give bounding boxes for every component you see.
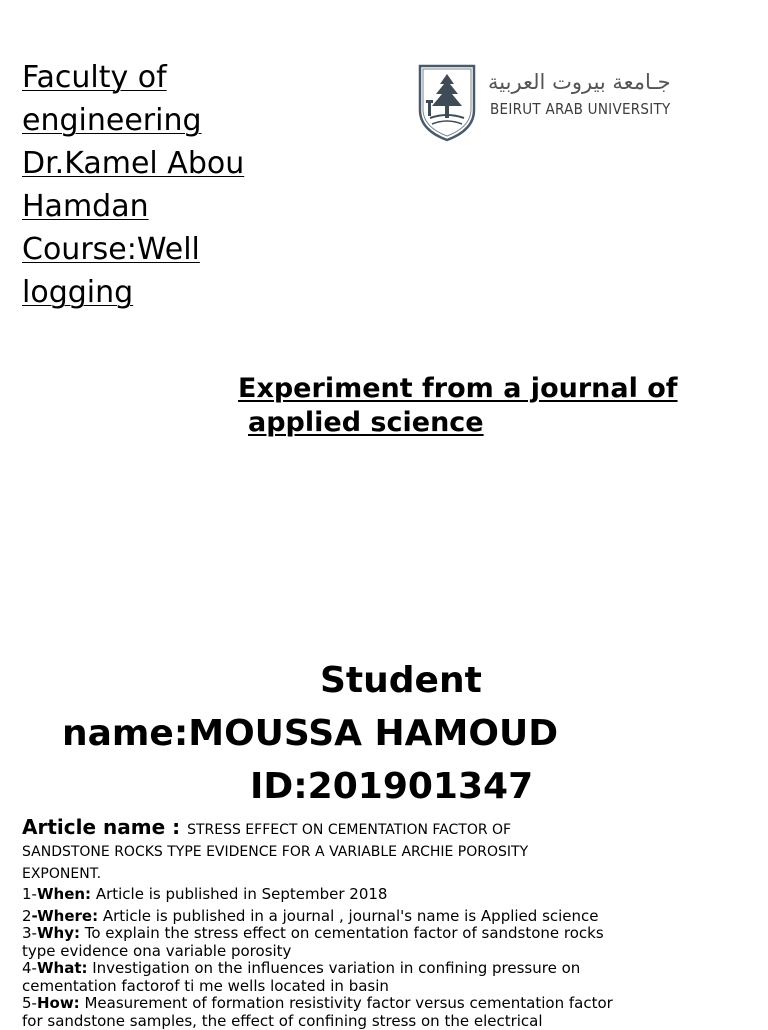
item-when-key: When:	[36, 885, 92, 903]
header-line-instructor: Dr.Kamel Abou	[22, 146, 245, 181]
article-name-line	[22, 816, 622, 841]
item-when	[22, 886, 622, 904]
item-why-num: 3-	[22, 924, 37, 942]
article-title-part2: SANDSTONE ROCKS TYPE EVIDENCE FOR A VARIABLE ARCHIE POROSITY	[22, 844, 529, 860]
logo-latin-text: BEIRUT ARAB UNIVERSITY	[490, 100, 671, 118]
item-where	[22, 908, 622, 926]
header-line-course-name: logging	[22, 275, 134, 310]
student-id: ID:201901347	[250, 766, 534, 807]
experiment-title	[238, 372, 738, 440]
item-when-num: 1-	[22, 885, 37, 903]
item-how	[22, 995, 622, 1030]
item-when-text: Article is published in September 2018	[91, 885, 388, 903]
item-how-key: How:	[36, 994, 80, 1012]
header-line-course: Course:Well	[22, 232, 200, 267]
item-what-num: 4-	[22, 959, 37, 977]
item-where-text: Article is published in a journal , journal's name is Applied science	[98, 906, 599, 925]
header-line-instructor-surname: Hamdan	[22, 189, 149, 224]
item-how-num: 5-	[22, 994, 37, 1012]
article-details	[22, 816, 622, 1030]
item-what	[22, 960, 622, 995]
header-info	[22, 56, 322, 314]
article-title-part3: EXPONENT.	[22, 866, 102, 882]
header-line-faculty: Faculty of	[22, 60, 167, 95]
item-why	[22, 925, 622, 960]
logo-arabic-text: جـامعة بيروت العربية	[488, 70, 671, 94]
item-where-num: 2	[22, 906, 32, 925]
student-name: name:MOUSSA HAMOUD	[62, 713, 559, 754]
item-what-text: Investigation on the influences variation in confining pressure on cementation factorof ti me wells located in basin	[22, 959, 581, 995]
item-how-text: Measurement of formation resistivity factor versus cementation factor for sandstone samples, the effect of confining stress on the electrical	[22, 994, 613, 1030]
student-label: Student	[320, 660, 482, 701]
header-line-engineering: engineering	[22, 103, 202, 138]
cedar-shield-icon	[416, 62, 478, 142]
item-what-key: What:	[36, 959, 88, 977]
experiment-title-line2: applied science	[248, 407, 484, 438]
item-why-text: To explain the stress effect on cementation factor of sandstone rocks type evidence ona variable porosity	[22, 924, 604, 960]
item-where-key: -Where:	[31, 906, 99, 925]
article-name-label: Article name :	[22, 815, 188, 839]
article-title-part1: STRESS EFFECT ON CEMENTATION FACTOR OF	[187, 822, 512, 838]
item-why-key: Why:	[36, 924, 80, 942]
university-logo	[416, 62, 688, 144]
experiment-title-line1: Experiment from a journal of	[238, 373, 678, 404]
